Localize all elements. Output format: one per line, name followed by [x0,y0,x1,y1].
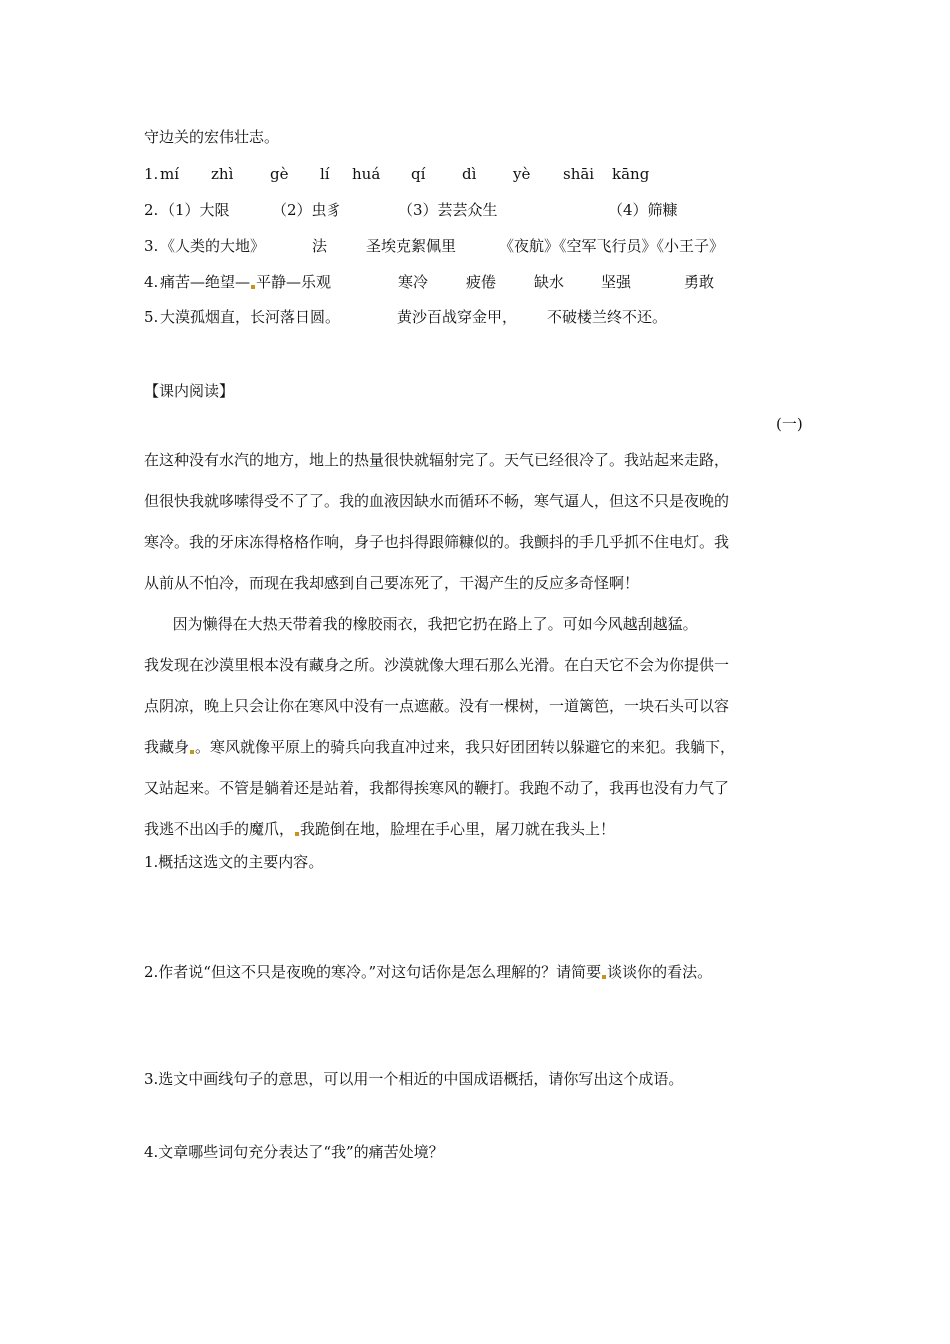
answer-3-item-4: 《夜航》《空军飞行员》《小王子》 [499,237,725,255]
line-part: 。寒风就像平原上的骑兵向我直冲过来，我只好团团转以躲避它的来犯。我躺下， [195,738,736,756]
answer-1-label: 1. [144,165,159,183]
paragraph-line: 点阴凉，晚上只会让你在寒风中没有一点遮蔽。没有一棵树，一道篱笆，一块石头可以容 [144,697,730,715]
answer-4-word-4: 坚强 [601,273,632,291]
answer-4-word-2: 疲倦 [466,273,497,291]
pinyin-2: zhì [211,165,234,183]
answer-2-label: 2. [144,201,159,219]
pinyin-9: shāi [563,165,595,183]
question-1: 1.概括这选文的主要内容。 [144,853,324,871]
pinyin-8: yè [513,165,531,183]
line-part: 我跪倒在地，脸埋在手心里，屠刀就在我头上！ [300,820,616,838]
pinyin-10: kāng [612,165,650,183]
question-3: 3.选文中画线句子的意思，可以用一个相近的中国成语概括，请你写出这个成语。 [144,1070,684,1088]
line-part: 我藏身 [144,738,190,756]
paragraph-line: 因为懒得在大热天带着我的橡胶雨衣，我把它扔在路上了。可如今风越刮越猛。 [144,615,698,633]
answer-5-item-2: 黄沙百战穿金甲， [397,308,518,326]
question-2-part2: 谈谈你的看法。 [607,963,713,981]
answer-2-item-3: （3）芸芸众生 [398,201,498,219]
question-2-part1: 2.作者说“但这不只是夜晚的寒冷。”对这句话你是怎么理解的？请简要 [144,963,602,981]
pinyin-4: lí [320,165,330,183]
answer-4-part2: 平静—乐观 [256,273,332,291]
paragraph-line: 在这种没有水汽的地方，地上的热量很快就辐射完了。天气已经很冷了。我站起来走路， [144,451,730,469]
answer-2-item-1: （1）大限 [160,201,230,219]
paragraph-line [144,819,814,839]
answer-2-item-2: （2）虫豸 [272,201,342,219]
question-4: 4.文章哪些词句充分表达了“我”的痛苦处境？ [144,1143,444,1161]
line-part: 我逃不出凶手的魔爪， [144,820,295,838]
mark-dot [190,750,194,754]
part-label: (一) [776,415,803,433]
paragraph-line: 从前从不怕冷，而现在我却感到自己要冻死了，干渴产生的反应多奇怪啊！ [144,574,640,592]
mark-dot [295,832,299,836]
answer-5-item-3: 不破楼兰终不还。 [547,308,668,326]
section-title: 【课内阅读】 [144,382,235,400]
answer-2-item-4: （4）筛糠 [608,201,678,219]
pinyin-7: dì [462,165,477,183]
answer-3-item-3: 圣埃克絮佩里 [366,237,457,255]
pinyin-1: mí [160,165,180,183]
answer-5-item-1: 大漠孤烟直，长河落日圆。 [160,308,341,326]
pinyin-5: huá [352,165,381,183]
answer-3-label: 3. [144,237,159,255]
answer-3-item-2: 法 [312,237,328,255]
answer-4-label: 4. [144,273,159,291]
answer-4-part1: 痛苦—绝望— [160,273,251,291]
answer-4-word-1: 寒冷 [398,273,429,291]
mark-dot [602,975,606,979]
mark-dot [251,285,255,289]
paragraph-line: 寒冷。我的牙床冻得格格作响，身子也抖得跟筛糠似的。我颤抖的手几乎抓不住电灯。我 [144,533,730,551]
paragraph-line: 又站起来。不管是躺着还是站着，我都得挨寒风的鞭打。我跑不动了，我再也没有力气了 [144,779,730,797]
answer-3-item-1: 《人类的大地》 [160,237,266,255]
paragraph-line: 我发现在沙漠里根本没有藏身之所。沙漠就像大理石那么光滑。在白天它不会为你提供一 [144,656,730,674]
pinyin-6: qí [411,165,426,183]
answer-5-label: 5. [144,308,159,326]
answer-4-word-3: 缺水 [534,273,565,291]
pinyin-3: gè [270,165,289,183]
answer-continuation: 守边关的宏伟壮志。 [144,128,280,146]
paragraph-line: 但很快我就哆嗦得受不了了。我的血液因缺水而循环不畅，寒气逼人，但这不只是夜晚的 [144,492,730,510]
answer-4-word-5: 勇敢 [684,273,715,291]
question-2 [144,962,712,982]
paragraph-line [144,737,814,757]
answer-4-emotions [160,272,331,292]
